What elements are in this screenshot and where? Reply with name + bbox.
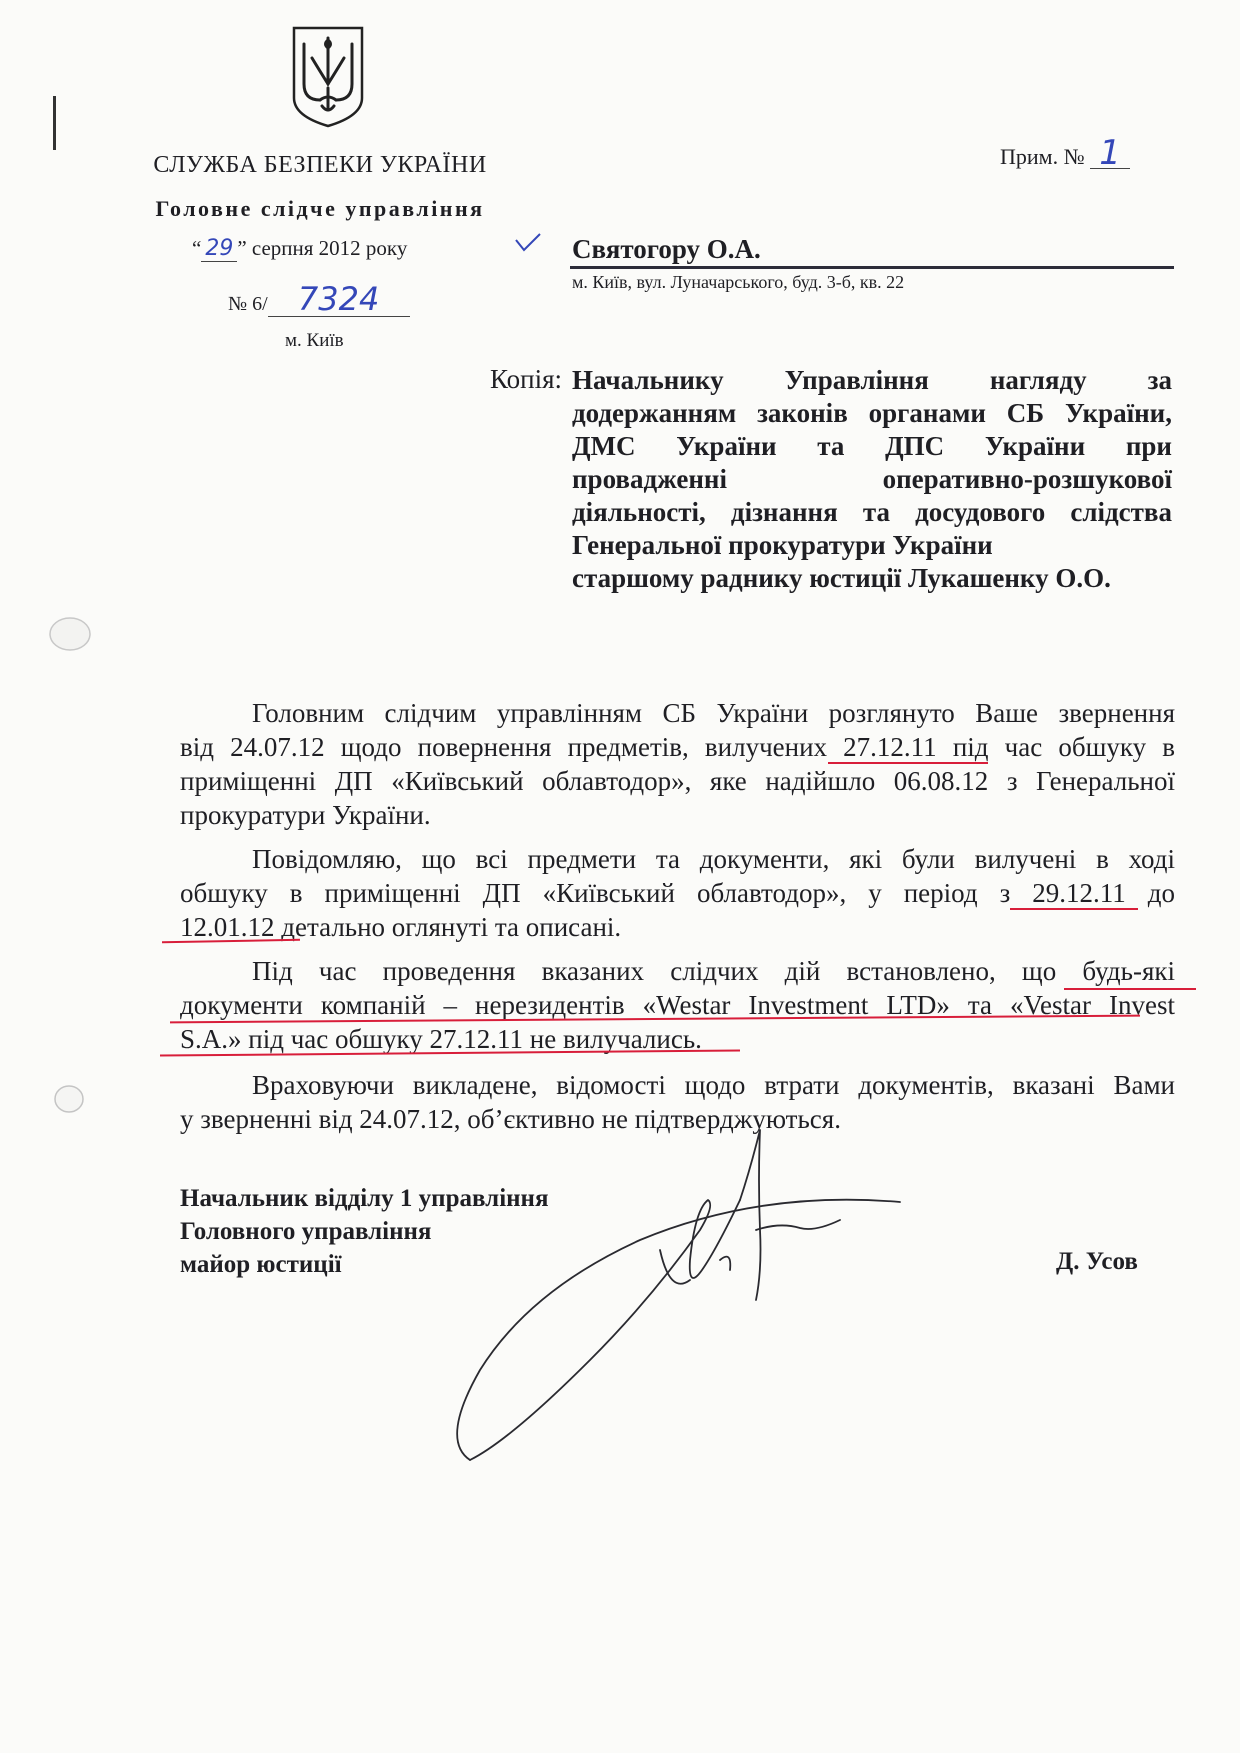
copy-line: Начальнику Управління нагляду за (572, 365, 1172, 395)
body-line: прокуратури України. (180, 800, 431, 830)
signatory-line: майор юстиції (180, 1251, 342, 1278)
checkmark-icon (514, 232, 542, 254)
body-line: Враховуючи викладене, відомості щодо втрати документів, вказані Вами (252, 1070, 1175, 1100)
body-line: у зверненні від 24.07.12, об’єктивно не підтверджуються. (180, 1104, 841, 1134)
copy-label: Копія: (490, 364, 563, 394)
red-underline (828, 762, 988, 764)
trident-emblem-icon (290, 24, 366, 128)
copy-line: Генеральної прокуратури України (572, 530, 993, 560)
body-line: S.A.» під час обшуку 27.12.11 не вилучались. (180, 1024, 702, 1054)
signatory-line: Начальник відділу 1 управління (180, 1185, 549, 1212)
punch-hole-icon (52, 1082, 86, 1116)
date-rest: ” серпня 2012 року (237, 236, 408, 260)
handwritten-signature (440, 1110, 980, 1470)
date-prefix: “ (192, 236, 202, 260)
document-number (228, 282, 410, 317)
number-value: 7324 (268, 282, 410, 317)
body-line: приміщенні ДП «Київський облавтодор», яке надійшло 06.08.12 з Генеральної (180, 766, 1175, 796)
body-line: Під час проведення вказаних слідчих дій встановлено, що будь-які (252, 956, 1175, 986)
date-line (192, 236, 407, 261)
signatory-line: Головного управління (180, 1218, 432, 1245)
department-name: Головне слідче управління (155, 196, 485, 221)
punch-hole-icon (40, 612, 96, 656)
red-underline (1010, 908, 1138, 910)
recipient-address: м. Київ, вул. Луначарського, буд. 3-б, кв. 22 (572, 272, 905, 292)
body-line: Повідомляю, що всі предмети та документи, які були вилучені в ході (252, 844, 1175, 874)
body-line: Головним слідчим управлінням СБ України розглянуто Ваше звернення (252, 698, 1175, 728)
body-line: від 24.07.12 щодо повернення предметів, вилучених 27.12.11 під час обшуку в (180, 732, 1175, 762)
body-line: документи компаній – нерезидентів «Westar Investment LTD» та «Vestar Invest (180, 990, 1175, 1020)
paragraph-4 (180, 1068, 1175, 1136)
copy-number (1000, 133, 1130, 173)
city: м. Київ (285, 330, 344, 351)
copy-number-label: Прим. № (1000, 144, 1085, 169)
recipient-name: Святогору О.А. (572, 234, 761, 264)
number-label: № 6/ (228, 293, 268, 315)
signatory-title (180, 1182, 548, 1281)
margin-mark (53, 96, 56, 150)
copy-line: ДМС України та ДПС України при (572, 431, 1172, 461)
copy-line: провадженні оперативно-розшукової (572, 464, 1172, 494)
copy-line: старшому раднику юстиції Лукашенку О.О. (572, 563, 1111, 593)
paragraph-3 (180, 954, 1175, 1056)
copy-line: діяльності, дізнання та досудового слідства (572, 497, 1172, 527)
copy-addressee (572, 364, 1172, 595)
body-line: обшуку в приміщенні ДП «Київський облавтодор», у період з 29.12.11 до (180, 878, 1175, 908)
body-line: 12.01.12 детально оглянуті та описані. (180, 912, 622, 942)
recipient-underline (570, 266, 1174, 269)
copy-line: додержанням законів органами СБ України, (572, 398, 1172, 428)
red-underline (1064, 988, 1196, 990)
org-name: СЛУЖБА БЕЗПЕКИ УКРАЇНИ (153, 152, 487, 178)
date-day: 29 (201, 236, 237, 262)
copy-number-value: 1 (1090, 138, 1130, 169)
paragraph-1 (180, 696, 1175, 832)
paragraph-2 (180, 842, 1175, 944)
signatory-name: Д. Усов (1056, 1248, 1138, 1275)
